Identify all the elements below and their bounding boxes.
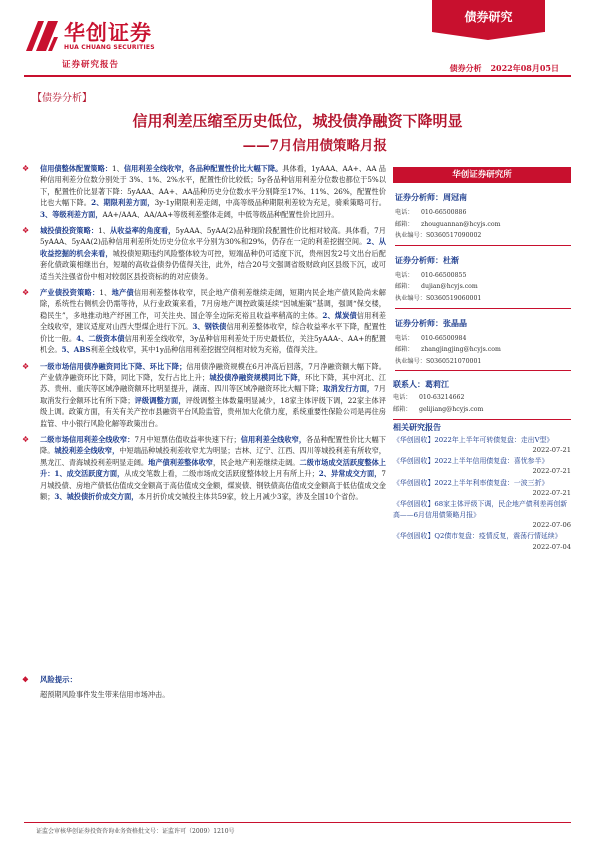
header-meta	[444, 63, 559, 74]
analyst-name: 证券分析师：周冠南	[395, 192, 467, 202]
related-report-date: 2022-07-06	[532, 520, 571, 529]
risk-section	[16, 674, 386, 701]
bullet-text: 利差全线收窄，其中1y品种信用利差挖掘空间相对较为充裕，值得关注。	[90, 345, 323, 355]
bullet-text: 7月城投债、房地产债低估值成交金额高于高估值成交金额，煤炭债、钢铁债高估值成交金额高于低估值成交金额；	[40, 469, 386, 501]
bullet-keyphrase: 一级市场信用债净融资同比下降、环比下降；	[40, 361, 187, 371]
logo-name-en: HUA CHUANG SECURITIES	[64, 44, 155, 51]
bullet-keyphrase: 城投利差全线收窄，	[54, 446, 120, 456]
logo-name-cn: 华创证券	[64, 21, 152, 45]
bullet-diamond-icon: ❖	[22, 675, 29, 684]
bullet-diamond-icon: ❖	[22, 226, 30, 236]
summary-bullet	[16, 434, 386, 502]
sidebar	[393, 167, 571, 553]
analyst-list	[393, 192, 571, 371]
contact-divider	[393, 419, 571, 420]
bullet-keyphrase: 5、ABS	[61, 345, 91, 355]
bullet-text: 从成交笔数上看，二级市场成交活跃度整体较上月有所上升；	[124, 469, 319, 479]
bullet-text: 1、	[99, 288, 112, 298]
bullet-keyphrase: 2、从收益挖掘的机会来看，	[40, 237, 386, 258]
bullet-text: 环比下降，其中河北、江苏、贵州、重庆等区域净融资额环比明显提升，湖南、四川等区域净融资环比大幅下降；	[40, 372, 386, 394]
company-logo	[24, 15, 154, 55]
bullet-keyphrase: 地产债	[111, 288, 134, 298]
analyst-card	[393, 192, 571, 246]
analyst-divider	[395, 370, 571, 371]
bullet-keyphrase: 城投债投资策略：	[40, 226, 99, 236]
analyst-phone: 电话： 010-66500886	[395, 209, 467, 216]
risk-title: ❖ 风险提示：	[22, 675, 77, 684]
header-label: 证券研究报告	[62, 60, 120, 70]
bullet-keyphrase: 信用债整体配置策略：	[40, 164, 113, 173]
bullet-keyphrase: 地产债利差整体收窄	[148, 457, 213, 467]
related-report-link[interactable]: 《华创固收】68家主体评级下调，民企地产债利差再创新高——6月信用债策略月报》	[393, 500, 568, 519]
analyst-card	[393, 318, 571, 372]
summary-bullet	[16, 287, 386, 355]
summary-bullet	[16, 361, 386, 429]
analyst-email[interactable]: 邮箱： zhouguannan@hcyjs.com	[395, 220, 501, 228]
summary-bullet	[16, 163, 386, 220]
header-divider	[24, 75, 571, 77]
bullet-text: 本月折价成交城投主体共59家，较上月减少3家，涉及全国10个省份。	[138, 491, 363, 501]
bullet-text: 城投债短期违约风险整体较为可控，短端品种仍可适度下沉，贵州因发2号文出台后配套化债政策相继出台，短端的高收益债券仍值得关注，此外，结合20号文强调省级财政向区县级下沉，或可适当关注强省份中相对较弱区县投资标的的对应债务。	[40, 248, 386, 281]
bullet-text: AA+/AAA、AA/AA+等级利差整体走阔，中低等级品种配置性价比回升。	[102, 209, 339, 219]
report-title: 信用利差压缩至历史低位，城投债净融资下降明显	[132, 112, 463, 130]
header-date: 2022年08月05日	[490, 63, 559, 73]
bullet-keyphrase: 产业债投资策略：	[40, 288, 100, 298]
footer-note: 证监会审核华创证券投资咨询业务资格批文号：证监许可（2009）1210号	[36, 828, 235, 835]
bullet-text: 7月中短票估值收益率快速下行；	[134, 434, 241, 444]
bullet-diamond-icon: ❖	[22, 361, 30, 371]
bullet-keyphrase: 信用利差全线收窄，各品种配置性价比大幅下降。	[123, 164, 283, 173]
bullet-keyphrase: 取消发行方面，	[323, 384, 375, 394]
related-report-link[interactable]: 《华创固收】2022上半年利率债复盘：一波三折》	[393, 478, 549, 487]
related-report-link[interactable]: 《华创固收】2022上半年信用债复盘：喜忧参半》	[393, 457, 549, 466]
related-report-date: 2022-07-21	[532, 467, 571, 476]
related-report-date: 2022-07-21	[532, 489, 571, 498]
bullet-keyphrase: 2、异常成交方面，	[318, 469, 382, 479]
sidebar-header: 华创证券研究所	[393, 167, 571, 183]
bullet-text: 1、	[98, 226, 111, 236]
analyst-phone: 电话： 010-66500984	[395, 334, 467, 342]
header-type: 债券分析	[449, 63, 482, 73]
bullet-text: ，民企地产利差继续走阔。	[213, 457, 300, 467]
bullet-keyphrase: 二级市场成交活跃度整体上升：	[40, 457, 386, 479]
report-subtitle: ——7月信用债策略月报	[242, 138, 387, 154]
report-category: 【债券分析】	[32, 93, 92, 104]
analyst-email[interactable]: 邮箱： zhangjingjing@hcyjs.com	[395, 346, 501, 354]
bullet-diamond-icon: ❖	[22, 434, 30, 444]
contact-name: 联系人：葛莉江	[393, 379, 449, 390]
related-report-link[interactable]: 《华创固收】2022年上半年可转债复盘：走出V型》	[393, 435, 554, 444]
analyst-name: 证券分析师：杜渐	[395, 254, 459, 265]
bullet-text: 各品种配置性价比大幅下降。	[40, 434, 386, 456]
risk-body: 超预期风险事件发生带来信用市场冲击。	[40, 690, 170, 699]
summary-bullets	[16, 163, 386, 507]
bullet-text: 信用利差全线收窄，建议适度对山西大型煤企进行下沉。	[40, 310, 386, 332]
bullet-keyphrase: 3、钢铁债	[192, 322, 227, 332]
analyst-cert: 执业编号：S0360521070001	[395, 357, 482, 365]
analyst-card	[393, 255, 571, 309]
bullet-text: 7月取消发行金额环比有所下降；	[40, 384, 386, 405]
bullet-keyphrase: 2、煤炭债	[322, 310, 357, 320]
contact-phone: 电话： 010-63214662	[393, 394, 465, 402]
bullet-keyphrase: 城投债净融资规模同比下降，	[209, 372, 306, 382]
logo-mark-icon	[24, 17, 60, 53]
bullet-keyphrase: 3、等级利差方面，	[40, 209, 103, 219]
related-report-date: 2022-07-21	[532, 445, 571, 454]
bullet-text: 信用利差全线收窄，3y品种信用利差处于历史最低位，关注5yAAA-、AA+的配置机会。	[40, 333, 386, 355]
bullet-keyphrase: 2、期限利差方面，	[91, 198, 155, 208]
bullet-text: 评级调整主体数量明显减少，18家主体评级下调，22家主体评级上调。政策方面，有关有关产控市县融资平台风险监管，贵州加大化债力度，系统重要性保险公司是再住房监管、中小银行风险化解等政策出台。	[40, 395, 386, 428]
bullet-text: 中短端品种城投利差收窄尤为明显；吉林、辽宁、江西、四川等城投利差有所收窄，黑龙江、青海城投利差明显走阔。	[40, 446, 386, 467]
report-type-badge: 债券研究	[432, 0, 545, 32]
analyst-cert: 执业编号：S0360517090002	[395, 232, 482, 240]
bullet-text: 1、	[112, 164, 124, 173]
bullet-text: 具体看，1yAAA、AA+、AA 品种信用利差分位数分别处于 3%、1%、2%水平，配置性价比较低；5y各品种信用利差分位数也都位于5%以下，配置性价比显著下降：5yAAA、AA+、AA品种历史分位数水平分别降至17%、11%、26%，配置性价比也大幅下降。	[40, 164, 386, 208]
bullet-diamond-icon: ❖	[22, 164, 30, 173]
bullet-text: 信用债净融资规模在6月冲高后回落，7月净融资额大幅下降。产业债净融资环比下降，同比下降，发行占比上升；	[40, 361, 386, 382]
related-report-link[interactable]: 《华创固收】Q2债市复盘：疫情反复，震荡行情延续》	[393, 532, 562, 541]
bullet-diamond-icon: ❖	[22, 288, 30, 298]
bullet-keyphrase: 从收益率的角度看，	[110, 226, 176, 236]
analyst-divider	[395, 308, 571, 309]
summary-bullet	[16, 225, 386, 282]
analyst-cert: 执业编号：S0360519060001	[395, 294, 482, 302]
contact-email[interactable]: 邮箱： gelijiang@hcyjs.com	[393, 405, 484, 413]
bullet-text: 信用利差整体收窄，民企地产债利差继续走阔，短期内民企地产债风险尚未解除，系统性右侧机会仍需等待，从行业政策来看，7月房地产调控政策延续“因城施策”基调，强调“保交楼，稳民生”，多地推动地产纾困工作，可关注央、国企等全边际充裕且收益率稍高的主体。	[40, 288, 386, 320]
bullet-text: 信用利差整体收窄，综合收益率水平下降，配置性价比一般。	[40, 322, 386, 343]
related-report-date: 2022-07-04	[532, 542, 571, 551]
analyst-name: 证券分析师：张晶晶	[395, 317, 467, 328]
bullet-keyphrase: 1、成交活跃度方面，	[54, 469, 125, 479]
related-reports-list	[393, 435, 571, 552]
bullet-keyphrase: 信用利差全线收窄，	[240, 434, 307, 444]
bullet-keyphrase: 二级市场信用利差全线收窄：	[40, 434, 135, 444]
analyst-phone: 电话： 010-66500855	[395, 271, 467, 279]
analyst-email[interactable]: 邮箱： dujian@hcyjs.com	[395, 283, 478, 291]
bullet-text: 5yAAA、5yAA(2)品种现阶段配置性价比相对较高。具体看，7月5yAAA、5yAA(2)品种信用利差所处历史分位水平分别为30%和29%，仍存在一定的利差挖掘空间。	[40, 226, 386, 247]
bullet-keyphrase: 评级调整方面，	[134, 395, 186, 405]
bullet-keyphrase: 4、二级资本债	[76, 333, 125, 343]
bullet-text: 3y-1y期限利差走阔，中高等级品种期限利差较为充足，骑乘策略可行。	[154, 198, 386, 208]
bullet-keyphrase: 3、城投债折价成交方面，	[54, 491, 139, 501]
contact-block	[393, 379, 571, 419]
footer-divider	[24, 822, 571, 823]
related-reports-title: 相关研究报告	[393, 421, 441, 432]
analyst-divider	[395, 245, 571, 246]
